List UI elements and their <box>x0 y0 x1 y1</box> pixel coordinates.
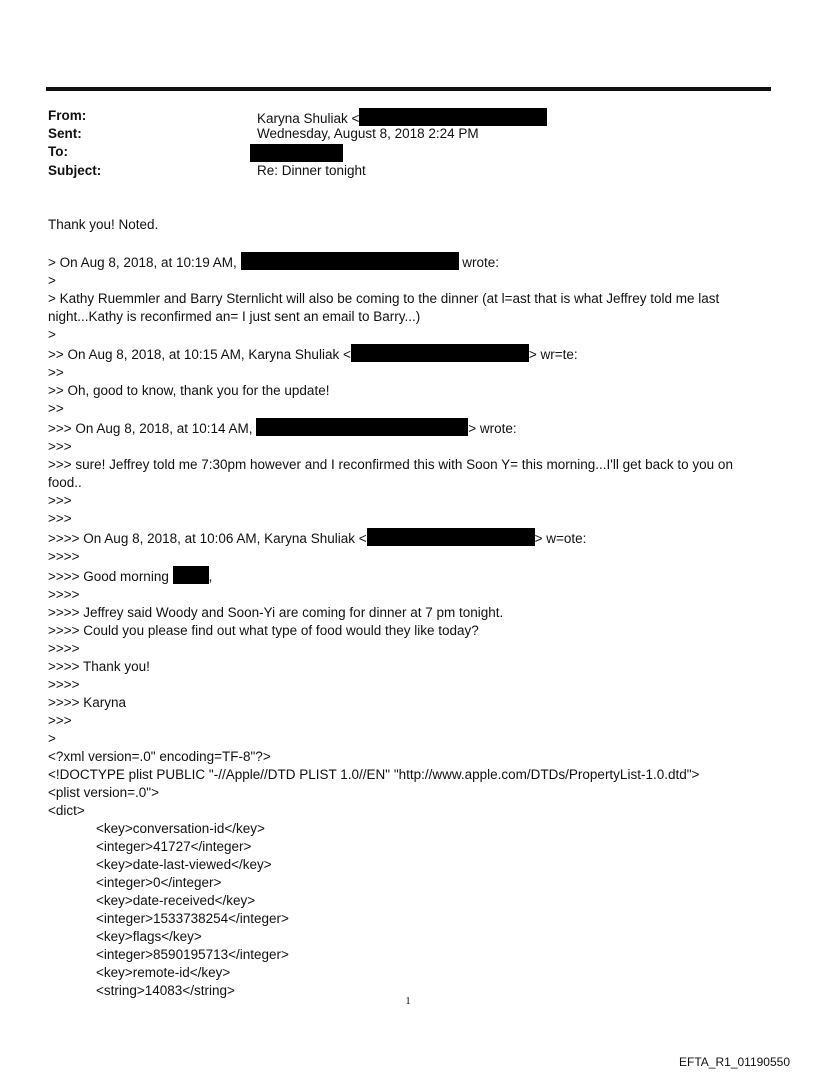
body-line: >>>> Jeffrey said Woody and Soon-Yi are coming for dinner at 7 pm tonight. <box>48 605 504 620</box>
redaction-box <box>256 418 468 436</box>
body-line: >>> <box>48 493 72 508</box>
xml-line: <key>date-received</key> <box>96 893 256 908</box>
quote-header: >>>> On Aug 8, 2018, at 10:06 AM, Karyna Shuliak < > w=ote: <box>48 528 748 548</box>
xml-line: <integer>1533738254</integer> <box>96 911 289 926</box>
xml-line: <key>flags</key> <box>96 929 202 944</box>
redaction-box <box>250 144 343 162</box>
from-name: Karyna Shuliak < <box>257 111 360 126</box>
body-line: >> Oh, good to know, thank you for the update! <box>48 383 330 398</box>
body-line: >>> <box>48 713 72 728</box>
header-rule <box>46 87 771 91</box>
body-line: >>>> <box>48 549 80 564</box>
body-line: >>>> Could you please find out what type of food would they like today? <box>48 623 479 638</box>
body-line: >>>> <box>48 641 80 656</box>
body-line <box>48 234 748 252</box>
body-line: > <box>48 327 56 342</box>
page-number: 1 <box>405 995 411 1007</box>
sent-label: Sent: <box>48 126 82 141</box>
redaction-box <box>173 566 209 584</box>
quote-header: > On Aug 8, 2018, at 10:19 AM, wrote: <box>48 252 748 272</box>
redaction-box <box>367 528 535 546</box>
xml-line: <integer>41727</integer> <box>96 839 252 854</box>
quote-header: >> On Aug 8, 2018, at 10:15 AM, Karyna Shuliak < > wr=te: <box>48 344 748 364</box>
body-line: >>> sure! Jeffrey told me 7:30pm however and I reconfirmed this with Soon Y= this morning...I'll get back to you on food.. <box>48 457 733 490</box>
body-line: >>>> Thank you! <box>48 659 150 674</box>
from-label: From: <box>48 108 87 123</box>
to-value <box>250 144 343 162</box>
redaction-box <box>241 252 459 270</box>
xml-line: <key>date-last-viewed</key> <box>96 857 272 872</box>
xml-line: <plist version=.0"> <box>48 785 159 800</box>
greeting-line: >>>> Good morning , <box>48 566 748 586</box>
body-line: >> <box>48 365 64 380</box>
body-line: >>>> Karyna <box>48 695 127 710</box>
sent-value: Wednesday, August 8, 2018 2:24 PM <box>257 126 479 141</box>
from-value <box>257 108 547 126</box>
body-line: Thank you! Noted. <box>48 217 159 232</box>
body-line: >>> <box>48 511 72 526</box>
xml-line: <key>conversation-id</key> <box>96 821 265 836</box>
xml-line: <dict> <box>48 803 85 818</box>
subject-label: Subject: <box>48 163 102 178</box>
body-line: >>> <box>48 439 72 454</box>
body-line: > <box>48 731 56 746</box>
xml-line: <string>14083</string> <box>96 983 235 998</box>
xml-line: <key>remote-id</key> <box>96 965 231 980</box>
body-line: >>>> <box>48 677 80 692</box>
bates-number: EFTA_R1_01190550 <box>679 1055 790 1069</box>
redaction-box <box>359 108 547 126</box>
xml-line: <integer>0</integer> <box>96 875 222 890</box>
body-line: > Kathy Ruemmler and Barry Sternlicht will also be coming to the dinner (at l=ast that is what Jeffrey told me last night...Kathy is reconfirmed an= I just sent an email to Barry...) <box>48 291 720 324</box>
body-line: >>>> <box>48 587 80 602</box>
body-line: >> <box>48 401 64 416</box>
redaction-box <box>351 344 529 362</box>
message-body <box>48 216 748 1000</box>
body-line: > <box>48 273 56 288</box>
subject-value: Re: Dinner tonight <box>257 163 366 178</box>
to-label: To: <box>48 144 68 159</box>
xml-line: <?xml version=.0" encoding=TF-8"?> <box>48 749 271 764</box>
quote-header: >>> On Aug 8, 2018, at 10:14 AM, > wrote: <box>48 418 748 438</box>
xml-line: <integer>8590195713</integer> <box>96 947 289 962</box>
xml-line: <!DOCTYPE plist PUBLIC "-//Apple//DTD PLIST 1.0//EN" "http://www.apple.com/DTDs/PropertyList-1.0.dtd"> <box>48 767 700 782</box>
